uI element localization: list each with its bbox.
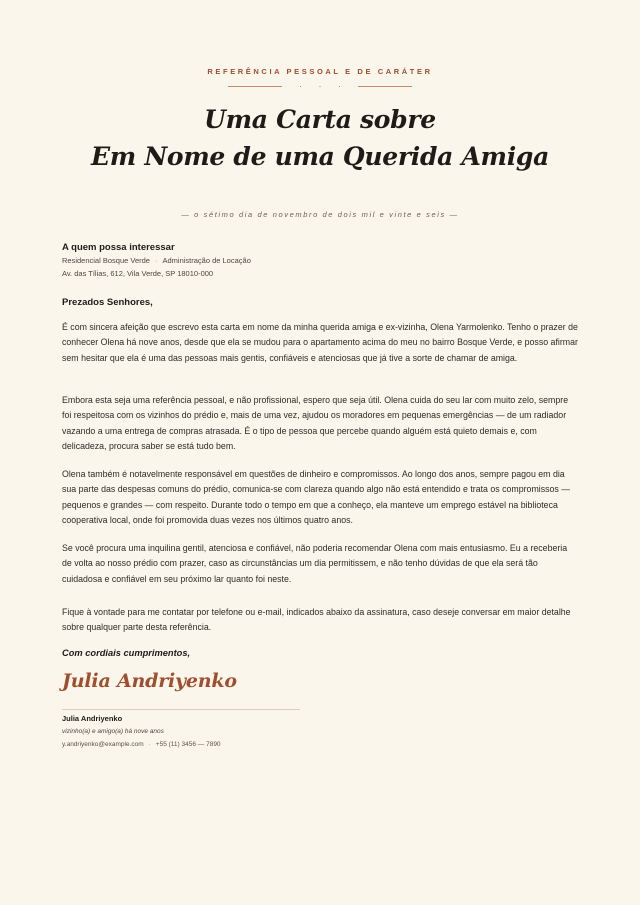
- signer-name: Julia Andriyenko: [62, 714, 123, 723]
- dateline: — o sétimo dia de novembro de dois mil e vinte e seis —: [181, 210, 459, 219]
- eyebrow-label: REFERÊNCIA PESSOAL E DE CARÁTER: [207, 67, 433, 76]
- title-line-2: Em Nome de uma Querida Amiga: [91, 142, 549, 171]
- signature-rule: [62, 709, 300, 710]
- paragraph-1: É com sincera afeição que escrevo esta carta em nome da minha querida amiga e ex-vizinha, Olena Yarmolenko. Tenho o prazer de conhecer Olena há nove anos, desde que ela se mudou para o apartamento acima do meu no bairro Bosque Verde, e posso afirmar sem hesitar que ela é uma das pessoas mais gentis, confiáveis e atenciosas que já tive a sorte de chamar de amiga.: [62, 322, 578, 363]
- letter-page: [62, 0, 578, 905]
- closing: Com cordiais cumprimentos,: [62, 648, 191, 658]
- page-title: [62, 101, 578, 175]
- recipient-address: Av. das Tílias, 612, Vila Verde, SP 18010-000: [62, 269, 214, 278]
- recipient-to: A quem possa interessar: [62, 242, 175, 253]
- paragraph-3: Olena também é notavelmente responsável em questões de dinheiro e compromissos. Ao longo dos anos, sempre pagou em dia sua parte das despesas comuns do prédio, comunica-se com clareza quando algo não está entendido e trata os compromissos — pequenos e grandes — com respeito. Durante todo o tempo em que a conheço, ela manteve um emprego estável na biblioteca cooperativa local, onde foi promovida duas vezes nos últimos quatro anos.: [62, 469, 571, 525]
- signature-block: [62, 713, 221, 751]
- title-line-1: Uma Carta sobre: [204, 105, 436, 134]
- recipient-org-line: [62, 254, 578, 267]
- paragraph-5: Fique à vontade para me contatar por telefone ou e-mail, indicados abaixo da assinatura, caso deseje conversar em maior detalhe sobre qualquer parte desta referência.: [62, 607, 571, 633]
- salutation: Prezados Senhores,: [62, 297, 153, 308]
- handwritten-signature: Julia Andriyenko: [62, 670, 237, 692]
- paragraph-2: Embora esta seja uma referência pessoal, e não profissional, espero que seja útil. Olena cuida do seu lar com muito zelo, sempre foi respeitosa com os vizinhos do prédio e, mais de uma vez, ajudou os moradores em pequenas emergências — de um radiador vazando a uma entrega de compras atrasada. É o tipo de pessoa que percebe quando alguém está quieto demais e, com delicadeza, procura saber se está tudo bem.: [62, 395, 569, 451]
- signer-role: vizinho(a) e amigo(a) há nove anos: [62, 728, 164, 735]
- separator-dot: ·: [154, 256, 158, 265]
- recipient-org: Residencial Bosque Verde: [62, 256, 150, 265]
- ornament-rule-left: [228, 86, 282, 87]
- signer-email[interactable]: y.andriyenko@example.com: [62, 741, 144, 748]
- recipient-dept: Administração de Locação: [162, 256, 251, 265]
- separator-dot: ·: [148, 741, 151, 748]
- ornament-rule-right: [358, 86, 412, 87]
- title-ornament: [62, 80, 578, 92]
- ornament-dots: · · ·: [299, 80, 348, 91]
- signer-phone[interactable]: +55 (11) 3456 — 7890: [155, 741, 221, 748]
- paragraph-4: Se você procura uma inquilina gentil, atenciosa e confiável, não poderia recomendar Olena com mais entusiasmo. Eu a receberia de volta ao nosso prédio com prazer, caso as circunstâncias um dia permitissem, e não tenho dúvidas de que ela será tão cuidadosa e confiável em seu próximo lar quanto foi neste.: [62, 543, 568, 584]
- signer-contact: [62, 738, 221, 751]
- recipient-block: [62, 242, 578, 280]
